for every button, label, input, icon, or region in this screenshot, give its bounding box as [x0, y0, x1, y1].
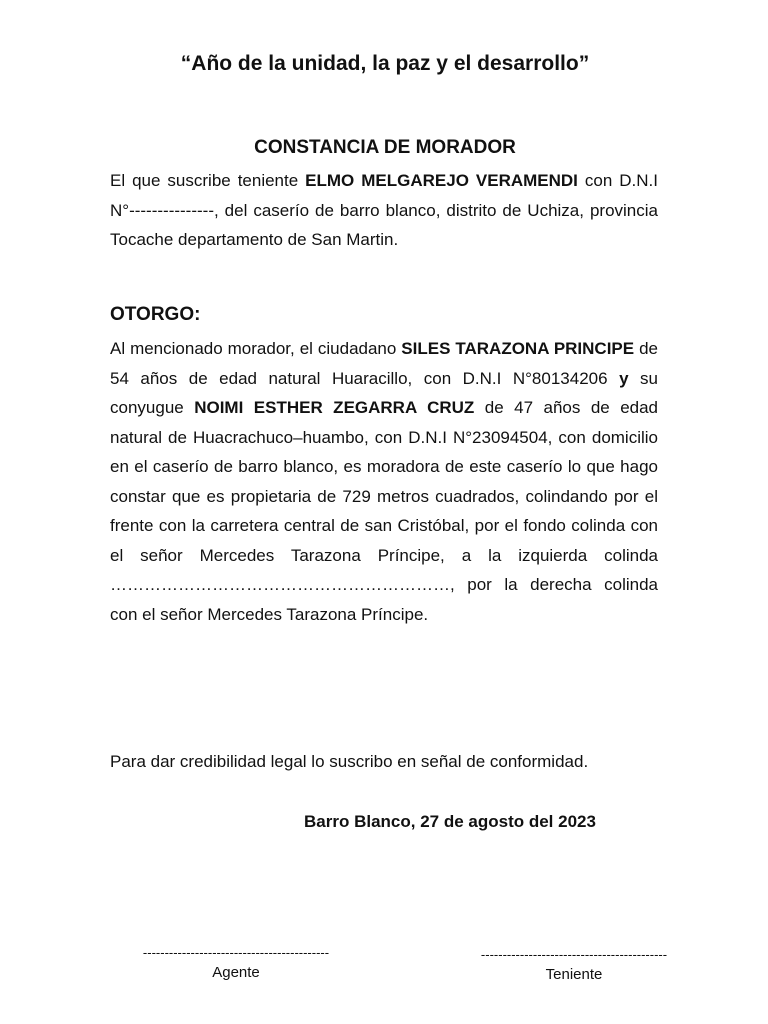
body-text-3: su conyugue — [110, 368, 658, 417]
body-text-1: Al mencionado morador, el ciudadano — [110, 339, 402, 358]
signature-label: Agente — [212, 964, 260, 981]
teniente-name: ELMO MELGAREJO VERAMENDI — [305, 171, 578, 190]
intro-paragraph — [110, 166, 658, 255]
intro-text-2: con D.N.I N°---------------, del caserío de barro blanco, distrito de Uchiza, provincia Tocache departamento de San Martin. — [110, 171, 658, 249]
signature-agente — [106, 946, 366, 982]
intro-text-1: El que suscribe teniente — [110, 171, 306, 190]
signature-line: ------------------------------------------- — [142, 946, 330, 960]
date-line: Barro Blanco, 27 de agosto del 2023 — [304, 812, 596, 831]
closing-paragraph: Para dar credibilidad legal lo suscribo en señal de conformidad. — [110, 752, 589, 771]
signature-label: Teniente — [545, 966, 603, 983]
document-title: “Año de la unidad, la paz y el desarrollo” — [180, 52, 590, 75]
body-text-4: de 47 años de edad natural de Huacrachuco–huambo, con D.N.I N°23094504, con domicilio en el caserío de barro blanco, es moradora de este caserío lo que hago constar que es propietaria de 729 metros cuadrados, colindando por el frente con la carretera central de san Cristóbal, por el fondo colinda con el señor Mercedes Tarazona Príncipe, a la izquierda colinda ……………………………………………………, por la derecha colinda con el señor Mercedes Tarazona Príncipe. — [110, 398, 659, 624]
body-text-2: de 54 años de edad natural Huaracillo, con D.N.I N°80134206 — [110, 339, 658, 388]
document-heading: CONSTANCIA DE MORADOR — [254, 137, 516, 158]
signature-teniente — [444, 948, 704, 984]
body-paragraph — [110, 334, 658, 629]
citizen-name: SILES TARAZONA PRINCIPE — [401, 339, 635, 358]
otorgo-heading: OTORGO: — [110, 304, 201, 325]
signature-line: ------------------------------------------- — [480, 948, 668, 962]
conjunction-y: y — [619, 368, 629, 388]
spouse-name: NOIMI ESTHER ZEGARRA CRUZ — [194, 398, 475, 417]
